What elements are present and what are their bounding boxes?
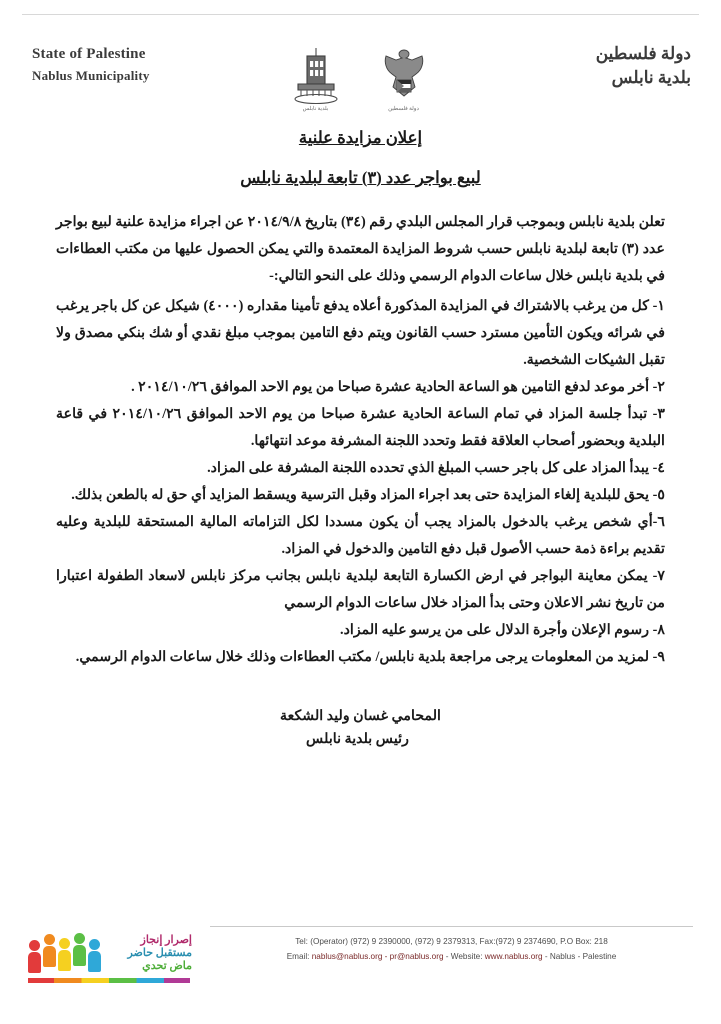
slogan-word-3: مستقبل <box>155 947 192 959</box>
footer-emails[interactable]: nablus@nablus.org - pr@nablus.org <box>311 952 444 961</box>
signature-block <box>56 705 665 751</box>
clause-8: ٨- رسوم الإعلان وأجرة الدلال على من يرسو عليه المزاد. <box>340 622 665 638</box>
campaign-slogan <box>127 934 192 973</box>
rainbow-bar <box>28 978 190 983</box>
document-footer <box>0 920 721 1006</box>
clause-6: ٦-أي شخص يرغب بالدخول بالمزاد يجب أن يكون مسددا لكل التزاماته المالية المستحقة للبلدية وعليه تقديم براءة ذمة حسب الأصول قبل دفع التامين والدخول في المزاد. <box>56 514 665 557</box>
slogan-word-6: تحدي <box>142 960 167 972</box>
footer-location: - Nablus - Palestine <box>542 952 617 961</box>
document-header <box>0 22 721 114</box>
nablus-municipality-emblem-icon <box>285 44 347 106</box>
footer-email-line <box>210 949 693 964</box>
clause-7: ٧- يمكن معاينة البواجر في ارض الكسارة التابعة لبلدية نابلس بجانب مركز نابلس لاسعاد الطفولة اعتبارا من تاريخ نشر الاعلان وحتى بدأ المزاد خلال ساعات الدوام الرسمي <box>56 568 665 611</box>
footer-contact <box>210 934 693 964</box>
clause-5: ٥- يحق للبلدية إلغاء المزايدة حتى بعد اجراء المزاد وقبل الترسية ويسقط المزايد أي حق له بالطعن بذلك. <box>71 487 665 503</box>
slogan-word-4: حاضر <box>127 947 153 959</box>
slogan-word-2: إنجاز <box>140 934 163 946</box>
intro-paragraph: تعلن بلدية نابلس وبموجب قرار المجلس البلدي رقم (٣٤) بتاريخ ٢٠١٤/٩/٨ عن اجراء مزايدة علنية لبيع بواجر عدد (٣) تابعة لبلدية نابلس حسب شروط المزايدة المعتمدة والتي يمكن الحصول عليها من مكتب العطاءات في بلدية نابلس خلال ساعات الدوام الرسمي وذلك على النحو التالي:- <box>56 214 665 284</box>
clause-1: ١- كل من يرغب بالاشتراك في المزايدة المذكورة أعلاه يدفع تأمينا مقداره (٤٠٠٠) شيكل عن كل باجر يرغب في شرائه ويكون التأمين مسترد حسب القانون ويتم دفع التامين بموجب مبلغ نقدي أو شك بنكي مصدق ولا تقبل الشيكات الشخصية. <box>56 298 665 368</box>
header-municipality-ar: بلدية نابلس <box>611 68 691 87</box>
footer-rule <box>210 926 693 927</box>
document-body <box>56 128 665 751</box>
municipality-emblem-caption: بلدية نابلس <box>302 106 329 112</box>
header-arabic-title <box>596 44 691 88</box>
clause-3: ٣- تبدأ جلسة المزاد في تمام الساعة الحادية عشرة صباحا من يوم الاحد الموافق ٢٠١٤/١٠/٢٦ في قاعة البلدية وبحضور أصحاب العلاقة فقط وتحدد اللجنة المشرفة موعد انتهائها. <box>56 406 665 449</box>
header-state-en: State of Palestine <box>32 46 146 62</box>
footer-website[interactable]: www.nablus.org <box>484 952 543 961</box>
announcement-title: إعلان مزايدة علنية <box>298 128 423 147</box>
campaign-logo <box>26 926 194 992</box>
page-top-rule <box>22 14 699 15</box>
header-state-ar: دولة فلسطين <box>595 44 691 63</box>
slogan-word-1: إصرار <box>165 934 192 946</box>
slogan-word-5: ماض <box>169 960 192 972</box>
signature-name: المحامي غسان وليد الشكعة <box>280 708 441 724</box>
header-english-title <box>32 46 150 84</box>
signature-role: رئيس بلدية نابلس <box>306 731 409 747</box>
clause-9: ٩- لمزيد من المعلومات يرجى مراجعة بلدية نابلس/ مكتب العطاءات وذلك خلال ساعات الدوام الرسمي. <box>75 649 665 665</box>
state-emblem-caption: دولة فلسطين <box>388 106 419 112</box>
footer-email-label: Email: <box>286 952 312 961</box>
footer-phone-line: Tel: (Operator) (972) 9 2390000, (972) 9 2379313, Fax:(972) 9 2374690, P.O Box: 218 <box>295 937 608 946</box>
emblem-group <box>261 40 461 126</box>
footer-website-label: - Website: <box>443 952 485 961</box>
header-municipality-en: Nablus Municipality <box>32 68 150 83</box>
clause-2: ٢- أخر موعد لدفع التامين هو الساعة الحادية عشرة صباحا من يوم الاحد الموافق ٢٠١٤/١٠/٢٦ . <box>131 379 665 395</box>
clause-4: ٤- يبدأ المزاد على كل باجر حسب المبلغ الذي تحدده اللجنة المشرفة على المزاد. <box>207 460 665 476</box>
state-of-palestine-eagle-emblem-icon <box>373 44 435 106</box>
announcement-subtitle: لبيع بواجر عدد (٣) تابعة لبلدية نابلس <box>240 168 481 187</box>
